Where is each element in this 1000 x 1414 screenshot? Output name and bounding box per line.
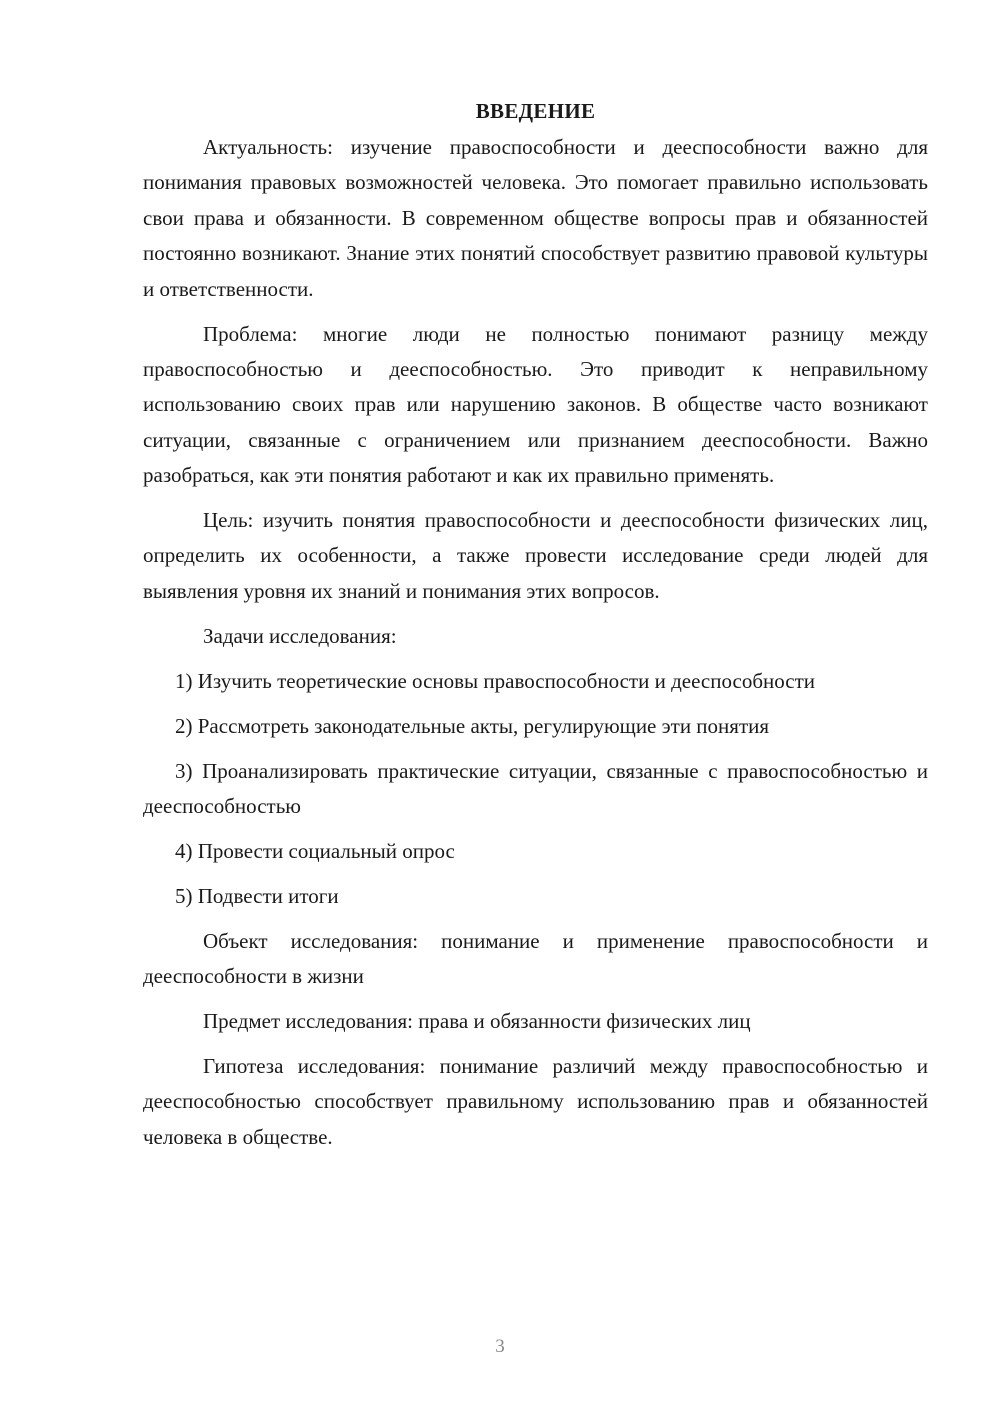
paragraph-goal: Цель: изучить понятия правоспособности и дееспособности физических лиц, определить их особенности, а также провести исследование среди людей для выявления уровня их знаний и понимания этих вопросов.: [143, 508, 928, 603]
task-item: 4) Провести социальный опрос: [175, 838, 455, 863]
tasks-list: [143, 664, 928, 914]
task-item: 3) Проанализировать практические ситуации, связанные с правоспособностью и дееспособностью: [143, 758, 928, 818]
task-item: 5) Подвести итоги: [175, 883, 339, 908]
section-title: ВВЕДЕНИЕ: [475, 99, 596, 123]
paragraph-subject: Предмет исследования: права и обязанности физических лиц: [203, 1008, 751, 1033]
paragraph-hypothesis: Гипотеза исследования: понимание различий между правоспособностью и дееспособностью способствует правильному использованию прав и обязанностей человека в обществе.: [143, 1053, 928, 1149]
page-number: 3: [495, 1336, 505, 1357]
task-item: 2) Рассмотреть законодательные акты, регулирующие эти понятия: [175, 713, 770, 738]
paragraph-relevance: Актуальность: изучение правоспособности и дееспособности важно для понимания правовых возможностей человека. Это помогает правильно использовать свои права и обязанности. В современном обществе вопросы прав и обязанностей постоянно возникают. Знание этих понятий способствует развитию правовой культуры и ответственности.: [143, 135, 928, 301]
document-page: [143, 96, 928, 1165]
task-item: 1) Изучить теоретические основы правоспособности и дееспособности: [175, 668, 816, 693]
tasks-heading: Задачи исследования:: [203, 623, 397, 648]
paragraph-problem: Проблема: многие люди не полностью понимают разницу между правоспособностью и дееспособностью. Это приводит к неправильному использованию своих прав или нарушению законов. В обществе часто возникают ситуации, связанные с ограничением или признанием дееспособности. Важно разобраться, как эти понятия работают и как их правильно применять.: [143, 321, 928, 488]
paragraph-object: Объект исследования: понимание и применение правоспособности и дееспособности в жизни: [143, 928, 928, 989]
